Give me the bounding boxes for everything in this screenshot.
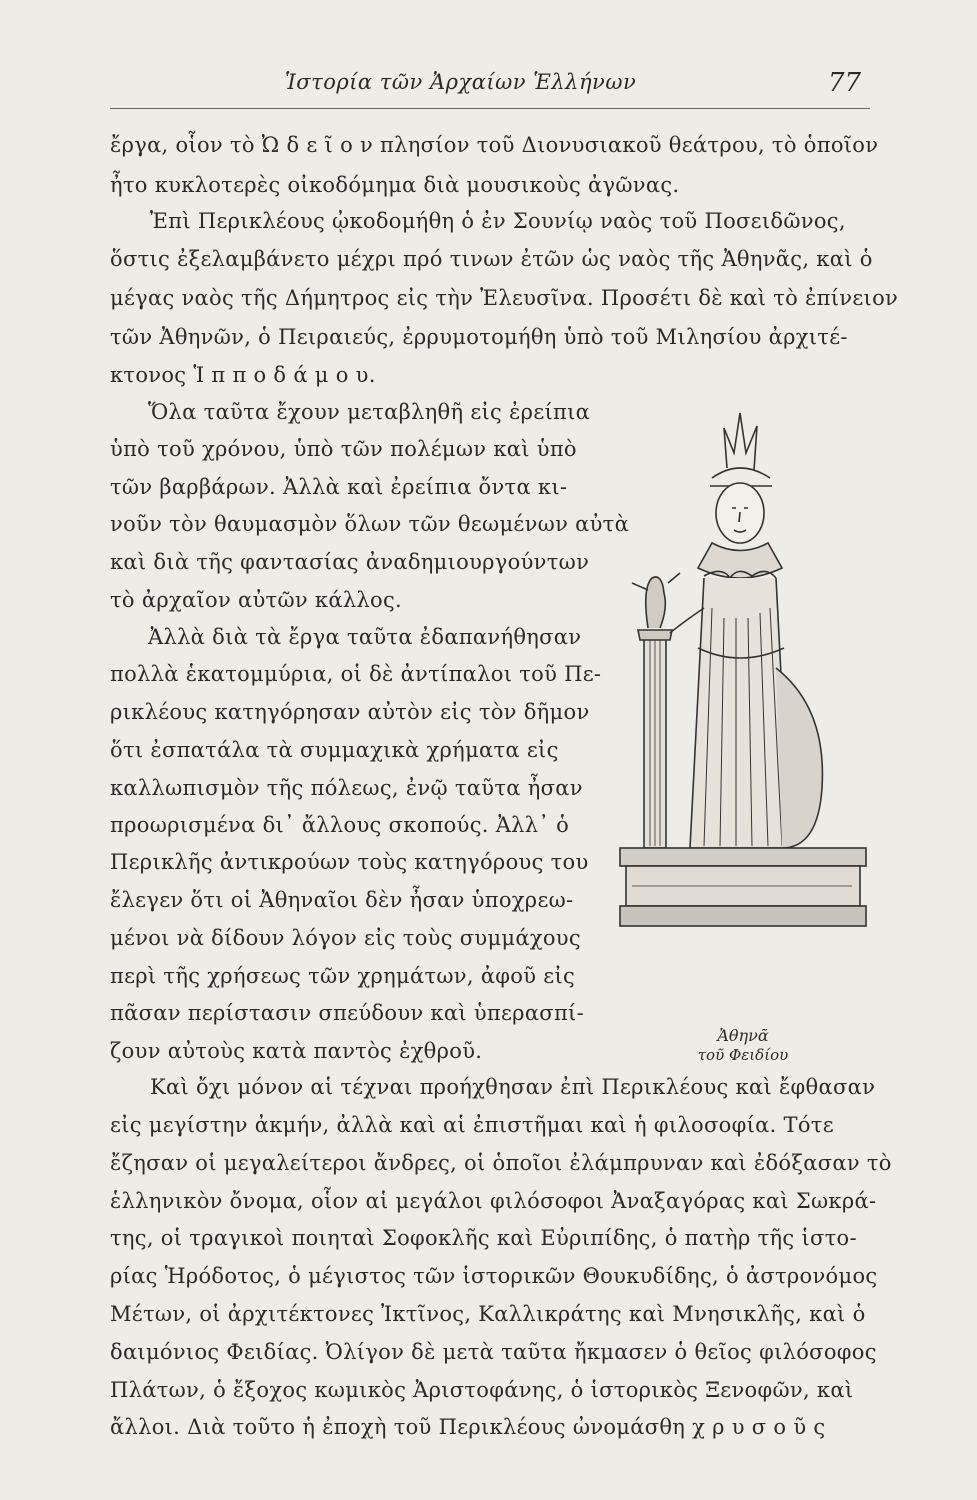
text-line: Πλάτων, ὁ ἔξοχος κωμικὸς Ἀριστοφάνης, ὁ ἱστορικὸς Ξενοφῶν, καὶ [110,1378,854,1402]
text-line: ἑλληνικὸν ὄνομα, οἷον αἱ μεγάλοι φιλόσοφοι Ἀναξαγόρας καὶ Σωκρά- [110,1189,877,1213]
text-line: τῶν βαρβάρων. Ἀλλὰ καὶ ἐρείπια ὄντα κι- [110,475,568,499]
text-line: εἰς μεγίστην ἀκμήν, ἀλλὰ καὶ αἱ ἐπιστῆμαι καὶ ἡ φιλοσοφία. Τότε [110,1113,834,1137]
text-line: της, οἱ τραγικοὶ ποιηταὶ Σοφοκλῆς καὶ Εὐριπίδης, ὁ πατὴρ τῆς ἱστο- [110,1226,857,1250]
text-line: περὶ τῆς χρήσεως τῶν χρημάτων, ἀφοῦ εἰς [110,964,576,988]
text-line: προωρισμένα δι᾽ ἄλλους σκοπούς. Ἀλλ᾽ ὁ [110,813,570,837]
running-head [0,68,977,108]
text-line: ὅστις ἐξελαμβάνετο μέχρι πρό τινων ἐτῶν ὡς ναὸς τῆς Ἀθηνᾶς, καὶ ὁ [110,247,873,271]
athena-figure [612,408,874,1064]
text-line: Ἀλλὰ διὰ τὰ ἔργα ταῦτα ἐδαπανήθησαν [148,625,582,649]
text-line: τῶν Ἀθηνῶν, ὁ Πειραιεύς, ἐρρυμοτομήθη ὑπὸ τοῦ Μιλησίου ἀρχιτέ- [110,325,848,349]
text-line: νοῦν τὸν θαυμασμὸν ὅλων τῶν θεωμένων αὐτὰ [110,512,630,536]
text-line: ὑπὸ τοῦ χρόνου, ὑπὸ τῶν πολέμων καὶ ὑπὸ [110,437,577,461]
text-line: ρικλέους κατηγόρησαν αὐτὸν εἰς τὸν δῆμον [110,700,590,724]
text-line: ὅτι ἐσπατάλα τὰ συμμαχικὰ χρήματα εἰς [110,738,559,762]
text-line: ἄλλοι. Διὰ τοῦτο ἡ ἐποχὴ τοῦ Περικλέους ὠνομάσθη χ ρ υ σ ο ῦ ς [110,1415,826,1439]
text-line: Μέτων, οἱ ἀρχιτέκτονες Ἰκτῖνος, Καλλικράτης καὶ Μνησικλῆς, καὶ ὁ [110,1302,866,1326]
text-line: καὶ διὰ τῆς φαντασίας ἀναδημιουργούντων [110,550,590,574]
text-line: ἔργα, οἷον τὸ Ὠ δ ε ῖ ο ν πλησίον τοῦ Διονυσιακοῦ θεάτρου, τὸ ὁποῖον [110,133,879,157]
text-line: κτονος Ἱ π π ο δ ά μ ο υ. [110,363,376,387]
text-line: ρίας Ἡρόδοτος, ὁ μέγιστος τῶν ἱστορικῶν Θουκυδίδης, ὁ ἀστρονόμος [110,1264,878,1288]
text-line: καλλωπισμὸν τῆς πόλεως, ἐνῷ ταῦτα ἦσαν [110,776,583,800]
figure-caption-title: Ἀθηνᾶ [717,1026,769,1045]
running-title: Ἱστορία τῶν Ἀρχαίων Ἑλλήνων [285,70,637,94]
text-line: ἔλεγεν ὅτι οἱ Ἀθηναῖοι δὲν ἦσαν ὑποχρεω- [110,888,574,912]
athena-statue-illustration [612,408,874,1008]
text-line: Ἐπὶ Περικλέους ᾠκοδομήθη ὁ ἐν Σουνίῳ ναὸς τοῦ Ποσειδῶνος, [150,209,846,233]
text-line: μέγας ναὸς τῆς Δήμητρος εἰς τὴν Ἐλευσῖνα. Προσέτι δὲ καὶ τὸ ἐπίνειον [110,286,899,310]
text-line: ἦτο κυκλοτερὲς οἰκοδόμημα διὰ μουσικοὺς ἀγῶνας. [110,173,680,197]
figure-caption-subtitle: τοῦ Φειδίου [697,1046,789,1064]
text-line: Ὅλα ταῦτα ἔχουν μεταβληθῆ εἰς ἐρείπια [148,400,591,424]
header-rule [110,108,870,109]
text-line: ζουν αὐτοὺς κατὰ παντὸς ἐχθροῦ. [110,1039,483,1063]
text-line: πᾶσαν περίστασιν σπεύδουν καὶ ὑπερασπί- [110,1001,584,1025]
text-line: μένοι νὰ δίδουν λόγον εἰς τοὺς συμμάχους [110,926,581,950]
text-line: τὸ ἀρχαῖον αὐτῶν κάλλος. [110,588,403,612]
text-line: δαιμόνιος Φειδίας. Ὀλίγον δὲ μετὰ ταῦτα ἤκμασεν ὁ θεῖος φιλόσοφος [110,1340,877,1364]
text-line: ἔζησαν οἱ μεγαλείτεροι ἄνδρες, οἱ ὁποῖοι ἐλάμπρυναν καὶ ἐδόξασαν τὸ [110,1151,892,1175]
text-line: πολλὰ ἑκατομμύρια, οἱ δὲ ἀντίπαλοι τοῦ Πε- [110,662,602,686]
text-line: Περικλῆς ἀντικρούων τοὺς κατηγόρους του [110,850,589,874]
text-line: Καὶ ὄχι μόνον αἱ τέχναι προήχθησαν ἐπὶ Περικλέους καὶ ἔφθασαν [150,1075,876,1099]
page-number: 77 [828,68,862,98]
